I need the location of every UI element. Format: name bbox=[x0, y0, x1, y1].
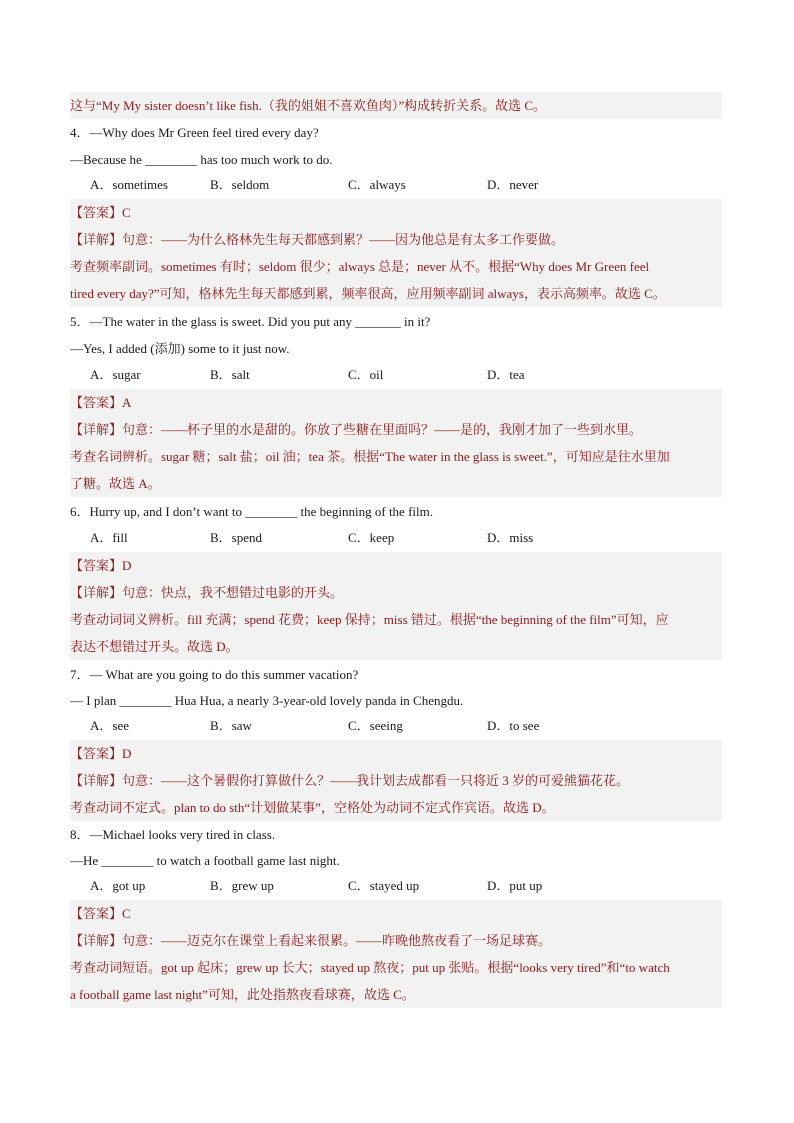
option-c: C．always bbox=[348, 177, 406, 192]
question-8-detail-line: 考查动词短语。got up 起床；grew up 长大；stayed up 熬夜；put up 张贴。根据“looks very tired”和“to watch bbox=[70, 954, 722, 981]
option-a: A．sometimes bbox=[90, 177, 168, 192]
option-d: D．tea bbox=[487, 367, 525, 382]
option-d: D．never bbox=[487, 177, 539, 192]
question-6-options bbox=[90, 525, 690, 551]
option-d: D．miss bbox=[487, 530, 534, 545]
question-5-reply: —Yes, I added (添加) some to it just now. bbox=[70, 341, 290, 356]
option-b: B．spend bbox=[210, 530, 263, 545]
option-c: C．keep bbox=[348, 530, 395, 545]
question-5-detail-line: 【详解】句意：——杯子里的水是甜的。你放了些糖在里面吗？——是的，我刚才加了一些到水里。 bbox=[70, 416, 722, 443]
question-4-reply: —Because he ________ has too much work to do. bbox=[70, 152, 333, 167]
option-b: B．salt bbox=[210, 367, 250, 382]
question-5-options bbox=[90, 362, 690, 388]
option-a: A．sugar bbox=[90, 367, 141, 382]
option-b: B．seldom bbox=[210, 177, 270, 192]
question-5-answer: 【答案】A bbox=[70, 389, 722, 416]
question-6-detail-line: 表达不想错过开头。故选 D。 bbox=[70, 633, 722, 660]
question-5-detail-line: 了糖。故选 A。 bbox=[70, 470, 722, 497]
question-8-answer: 【答案】C bbox=[70, 900, 722, 927]
question-7-answer: 【答案】D bbox=[70, 740, 722, 767]
question-8-detail-line: 【详解】句意：——迈克尔在课堂上看起来很累。——昨晚他熬夜看了一场足球赛。 bbox=[70, 927, 722, 954]
question-8-stem: 8．—Michael looks very tired in class. bbox=[70, 827, 276, 842]
option-a: A．see bbox=[90, 718, 129, 733]
option-c: C．seeing bbox=[348, 718, 403, 733]
question-7-detail-line: 【详解】句意：——这个暑假你打算做什么？——我计划去成都看一只将近 3 岁的可爱熊猫花花。 bbox=[70, 767, 722, 794]
question-7-stem: 7．— What are you going to do this summer vacation? bbox=[70, 667, 359, 682]
question-8-reply: —He ________ to watch a football game last night. bbox=[70, 853, 340, 868]
question-6-detail-line: 考查动词词义辨析。fill 充满；spend 花费；keep 保持；miss 错过。根据“the beginning of the film”可知，应 bbox=[70, 606, 722, 633]
question-4-detail-line: 【详解】句意：——为什么格林先生每天都感到累？——因为他总是有太多工作要做。 bbox=[70, 226, 722, 253]
question-8-detail-line: a football game last night”可知，此处指熬夜看球赛，故选 C。 bbox=[70, 981, 722, 1008]
option-c: C．stayed up bbox=[348, 878, 420, 893]
question-4-answer: 【答案】C bbox=[70, 199, 722, 226]
question-4-stem: 4．—Why does Mr Green feel tired every day? bbox=[70, 125, 319, 140]
question-7-detail-line: 考查动词不定式。plan to do sth“计划做某事”，空格处为动词不定式作宾语。故选 D。 bbox=[70, 794, 722, 821]
question-7-reply: — I plan ________ Hua Hua, a nearly 3-year-old lovely panda in Chengdu. bbox=[70, 693, 464, 708]
option-b: B．saw bbox=[210, 718, 252, 733]
option-a: A．fill bbox=[90, 530, 128, 545]
previous-explanation-tail: 这与“My My sister doesn’t like fish.（我的姐姐不喜欢鱼肉）”构成转折关系。故选 C。 bbox=[70, 92, 722, 119]
question-5-detail-line: 考查名词辨析。sugar 糖；salt 盐；oil 油；tea 茶。根据“The water in the glass is sweet.”，可知应是往水里加 bbox=[70, 443, 722, 470]
option-a: A．got up bbox=[90, 878, 146, 893]
option-d: D．put up bbox=[487, 878, 543, 893]
question-8-options bbox=[90, 873, 690, 899]
option-c: C．oil bbox=[348, 367, 384, 382]
question-4-options bbox=[90, 172, 690, 198]
option-b: B．grew up bbox=[210, 878, 274, 893]
question-6-stem: 6．Hurry up, and I don’t want to ________ the beginning of the film. bbox=[70, 504, 433, 519]
question-6-answer: 【答案】D bbox=[70, 552, 722, 579]
question-4-detail-line: tired every day?”可知，格林先生每天都感到累，频率很高，应用频率副词 always，表示高频率。故选 C。 bbox=[70, 280, 722, 307]
option-d: D．to see bbox=[487, 718, 540, 733]
question-7-options bbox=[90, 713, 690, 739]
question-5-stem: 5．—The water in the glass is sweet. Did you put any _______ in it? bbox=[70, 314, 431, 329]
question-6-detail-line: 【详解】句意：快点，我不想错过电影的开头。 bbox=[70, 579, 722, 606]
question-4-detail-line: 考查频率副词。sometimes 有时；seldom 很少；always 总是；never 从不。根据“Why does Mr Green feel bbox=[70, 253, 722, 280]
